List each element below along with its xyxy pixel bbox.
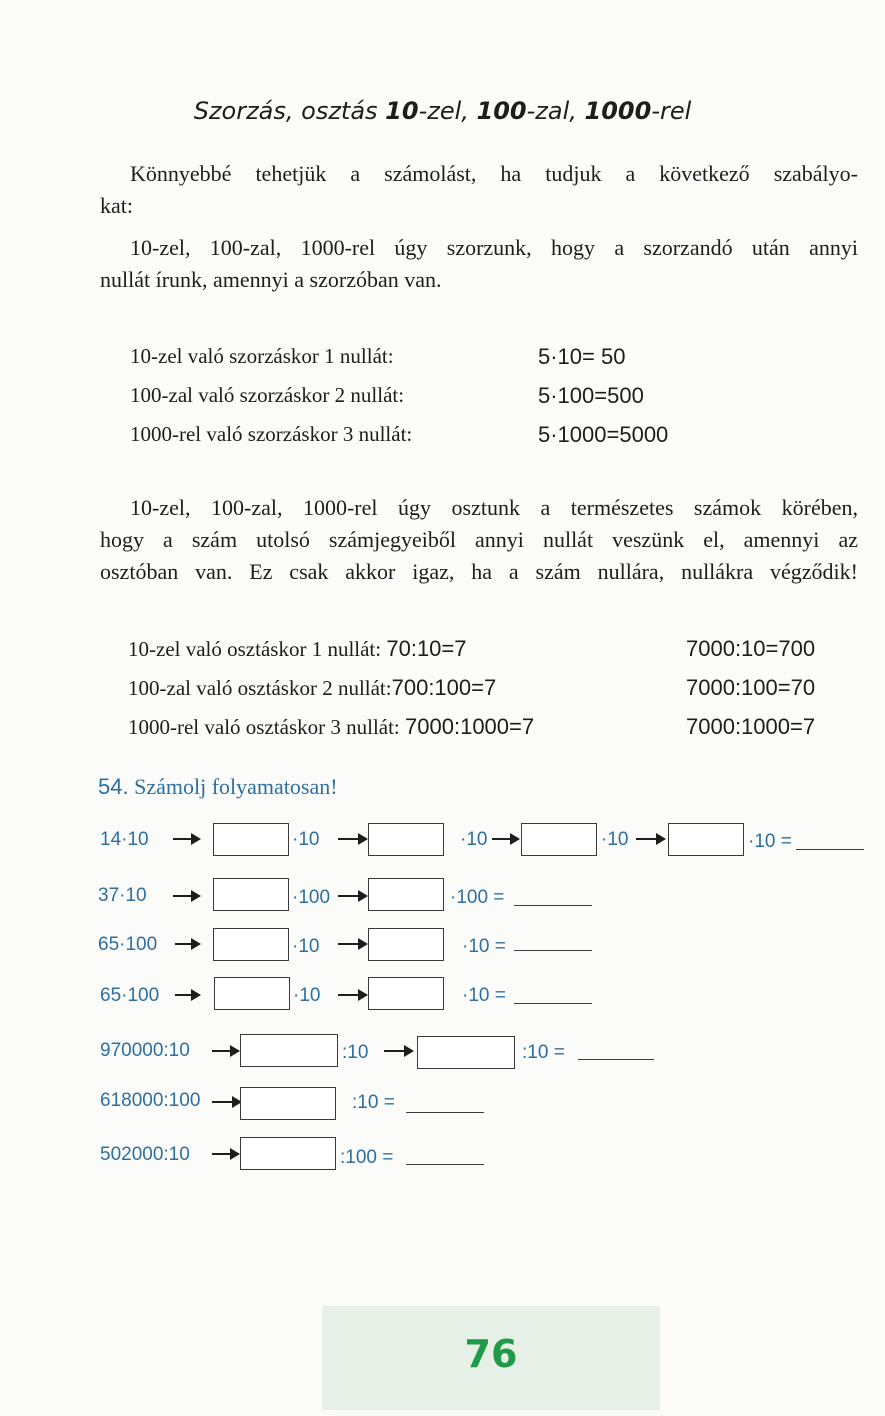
chain-operator: :10 = — [352, 1092, 395, 1113]
mult-rule-label: 100-zal való szorzáskor 2 nullát: — [130, 383, 405, 407]
div-formula: 7000:1000=7 — [686, 714, 816, 739]
chain-start: 37·10 — [98, 885, 147, 906]
answer-box[interactable] — [214, 977, 290, 1010]
answer-blank[interactable] — [796, 849, 864, 850]
arrow-icon — [212, 1101, 240, 1103]
arrow-icon — [384, 1050, 412, 1052]
answer-box[interactable] — [368, 878, 444, 911]
answer-box[interactable] — [368, 823, 444, 856]
chain-operator: ·100 — [292, 887, 331, 908]
answer-box[interactable] — [240, 1034, 338, 1067]
answer-box[interactable] — [668, 823, 744, 856]
answer-box[interactable] — [213, 928, 289, 961]
chain-start: 14·10 — [100, 829, 149, 850]
div-rule-label: 10-zel való osztáskor 1 nullát: 70:10=7 — [128, 636, 467, 661]
chain-start: 65·100 — [98, 934, 158, 955]
answer-box[interactable] — [240, 1087, 336, 1120]
chain-operator: :10 — [342, 1042, 369, 1063]
answer-blank[interactable] — [514, 950, 592, 951]
div-formula: 7000:100=70 — [686, 675, 816, 700]
answer-blank[interactable] — [514, 1003, 592, 1004]
chain-operator: :10 = — [522, 1042, 565, 1063]
chain-operator: ·10 = — [462, 985, 506, 1006]
page-number: 76 — [464, 1332, 518, 1376]
chain-operator: ·10 = — [462, 936, 506, 957]
exercise-heading: 54. Számolj folyamatosan! — [98, 774, 338, 799]
arrow-icon — [338, 943, 366, 945]
arrow-icon — [175, 943, 199, 945]
chain-operator: ·10 — [292, 829, 320, 850]
chain-start: 970000:10 — [100, 1040, 190, 1061]
answer-box[interactable] — [368, 928, 444, 961]
mult-rule-label: 1000-rel való szorzáskor 3 nullát: — [130, 422, 413, 446]
chain-operator: ·10 — [293, 985, 321, 1006]
page-footer — [322, 1306, 660, 1410]
chain-operator: ·10 — [601, 829, 629, 850]
arrow-icon — [338, 895, 366, 897]
answer-box[interactable] — [417, 1036, 515, 1069]
answer-blank[interactable] — [406, 1112, 484, 1113]
mult-formula: 5·1000=5000 — [538, 422, 669, 447]
answer-box[interactable] — [240, 1137, 336, 1170]
chain-start: 502000:10 — [100, 1144, 190, 1165]
multiplication-rule: 10-zel, 100-zal, 1000-rel úgy szorzunk, hogy a szorzandó után annyi nullát írunk, amennyi a szorzóban van. — [100, 235, 858, 292]
answer-box[interactable] — [521, 823, 597, 856]
chain-operator: ·10 = — [748, 831, 792, 852]
div-formula: 7000:10=700 — [686, 636, 816, 661]
arrow-icon — [338, 838, 366, 840]
arrow-icon — [173, 895, 199, 897]
arrow-icon — [636, 838, 664, 840]
chain-operator: ·100 = — [450, 887, 505, 908]
chain-start: 65·100 — [100, 985, 160, 1006]
arrow-icon — [173, 838, 199, 840]
chain-operator: ·10 — [460, 829, 488, 850]
arrow-icon — [212, 1153, 238, 1155]
page-title: Szorzás, osztás 10-zel, 100-zal, 1000-rel — [193, 97, 692, 125]
mult-formula: 5·10= 50 — [538, 344, 626, 369]
arrow-icon — [338, 994, 366, 996]
mult-rule-label: 10-zel való szorzáskor 1 nullát: — [130, 344, 394, 368]
answer-blank[interactable] — [406, 1164, 484, 1165]
answer-box[interactable] — [213, 878, 289, 911]
answer-box[interactable] — [213, 823, 289, 856]
division-rule: 10-zel, 100-zal, 1000-rel úgy osztunk a természetes számok körében, hogy a szám utolsó számjegyeiből annyi nullát veszünk el, amennyi az osztóban van. Ez csak akkor igaz, ha a szám nullára, nullákra végződik! — [100, 495, 858, 584]
mult-formula: 5·100=500 — [538, 383, 644, 408]
div-rule-label: 1000-rel való osztáskor 3 nullát: 7000:1000=7 — [128, 714, 535, 739]
chain-operator: :100 = — [340, 1147, 394, 1168]
arrow-icon — [492, 838, 518, 840]
arrow-icon — [175, 994, 199, 996]
arrow-icon — [212, 1050, 238, 1052]
answer-box[interactable] — [368, 977, 444, 1010]
div-rule-label: 100-zal való osztáskor 2 nullát:700:100=7 — [128, 675, 497, 700]
answer-blank[interactable] — [578, 1059, 654, 1060]
answer-blank[interactable] — [514, 905, 592, 906]
chain-start: 618000:100 — [100, 1090, 201, 1111]
chain-operator: ·10 — [292, 936, 320, 957]
intro-paragraph: Könnyebbé tehetjük a számolást, ha tudjuk a következő szabályo- kat: — [100, 161, 858, 218]
